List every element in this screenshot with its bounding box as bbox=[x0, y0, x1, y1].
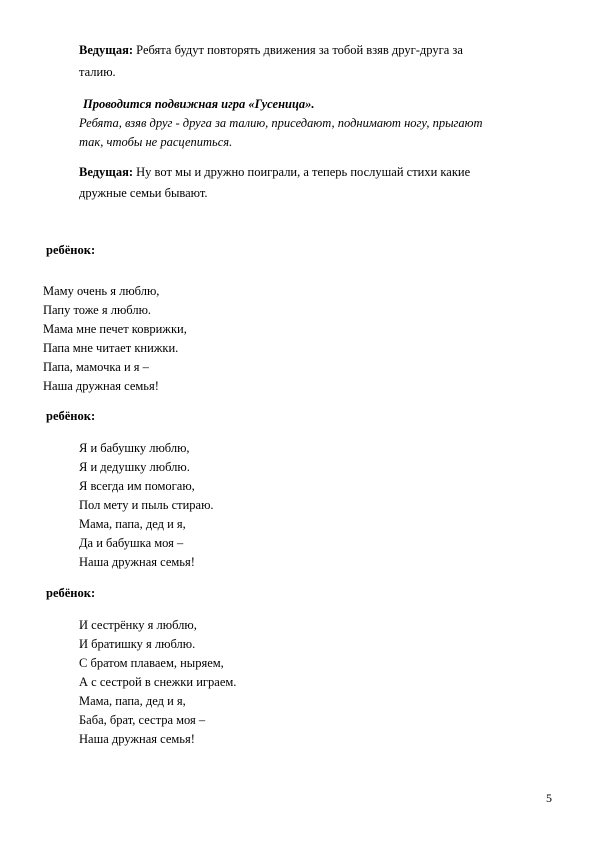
game-title: Проводится подвижная игра «Гусеница». bbox=[83, 97, 315, 111]
poem-3-line: Мама, папа, дед и я, bbox=[79, 694, 186, 708]
poem-3-line: С братом плаваем, ныряем, bbox=[79, 656, 224, 670]
poem-1-line: Мама мне печет коврижки, bbox=[43, 322, 187, 336]
game-description-line-1: Ребята, взяв друг - друга за талию, приседают, поднимают ногу, прыгают bbox=[79, 116, 483, 130]
poem-2-line: Пол мету и пыль стираю. bbox=[79, 498, 214, 512]
page-number: 5 bbox=[546, 791, 552, 805]
poem-1-line: Наша дружная семья! bbox=[43, 379, 159, 393]
paragraph-text: Ребята будут повторять движения за тобой взяв друг-друга за bbox=[133, 43, 463, 57]
game-description-line-2: так, чтобы не расцепиться. bbox=[79, 135, 233, 149]
poem-3-line: И братишку я люблю. bbox=[79, 637, 196, 651]
poem-2-line: Я всегда им помогаю, bbox=[79, 479, 195, 493]
speaker-label: Ведущая: bbox=[79, 43, 134, 57]
poem-2-line: Да и бабушка моя – bbox=[79, 536, 184, 550]
intro-paragraph-2-line-1 bbox=[79, 164, 470, 180]
poem-1-speaker: ребёнок: bbox=[46, 243, 96, 257]
poem-2-speaker: ребёнок: bbox=[46, 409, 96, 423]
poem-2-line: Я и бабушку люблю, bbox=[79, 441, 190, 455]
poem-2-line: Мама, папа, дед и я, bbox=[79, 517, 186, 531]
poem-2-line: Наша дружная семья! bbox=[79, 555, 195, 569]
poem-1-line: Папа мне читает книжки. bbox=[43, 341, 179, 355]
intro-paragraph-1-line-2: талию. bbox=[79, 65, 116, 79]
paragraph-text: Ну вот мы и дружно поиграли, а теперь послушай стихи какие bbox=[133, 165, 471, 179]
intro-paragraph-1-line-1 bbox=[79, 42, 463, 58]
poem-3-speaker: ребёнок: bbox=[46, 586, 96, 600]
poem-1-line: Папа, мамочка и я – bbox=[43, 360, 149, 374]
poem-3-line: И сестрёнку я люблю, bbox=[79, 618, 197, 632]
speaker-label: Ведущая: bbox=[79, 165, 134, 179]
poem-3-line: Баба, брат, сестра моя – bbox=[79, 713, 206, 727]
poem-2-line: Я и дедушку люблю. bbox=[79, 460, 190, 474]
poem-3-line: А с сестрой в снежки играем. bbox=[79, 675, 237, 689]
poem-3-line: Наша дружная семья! bbox=[79, 732, 195, 746]
intro-paragraph-2-line-2: дружные семьи бывают. bbox=[79, 186, 208, 200]
poem-1-line: Маму очень я люблю, bbox=[43, 284, 160, 298]
poem-1-line: Папу тоже я люблю. bbox=[43, 303, 152, 317]
